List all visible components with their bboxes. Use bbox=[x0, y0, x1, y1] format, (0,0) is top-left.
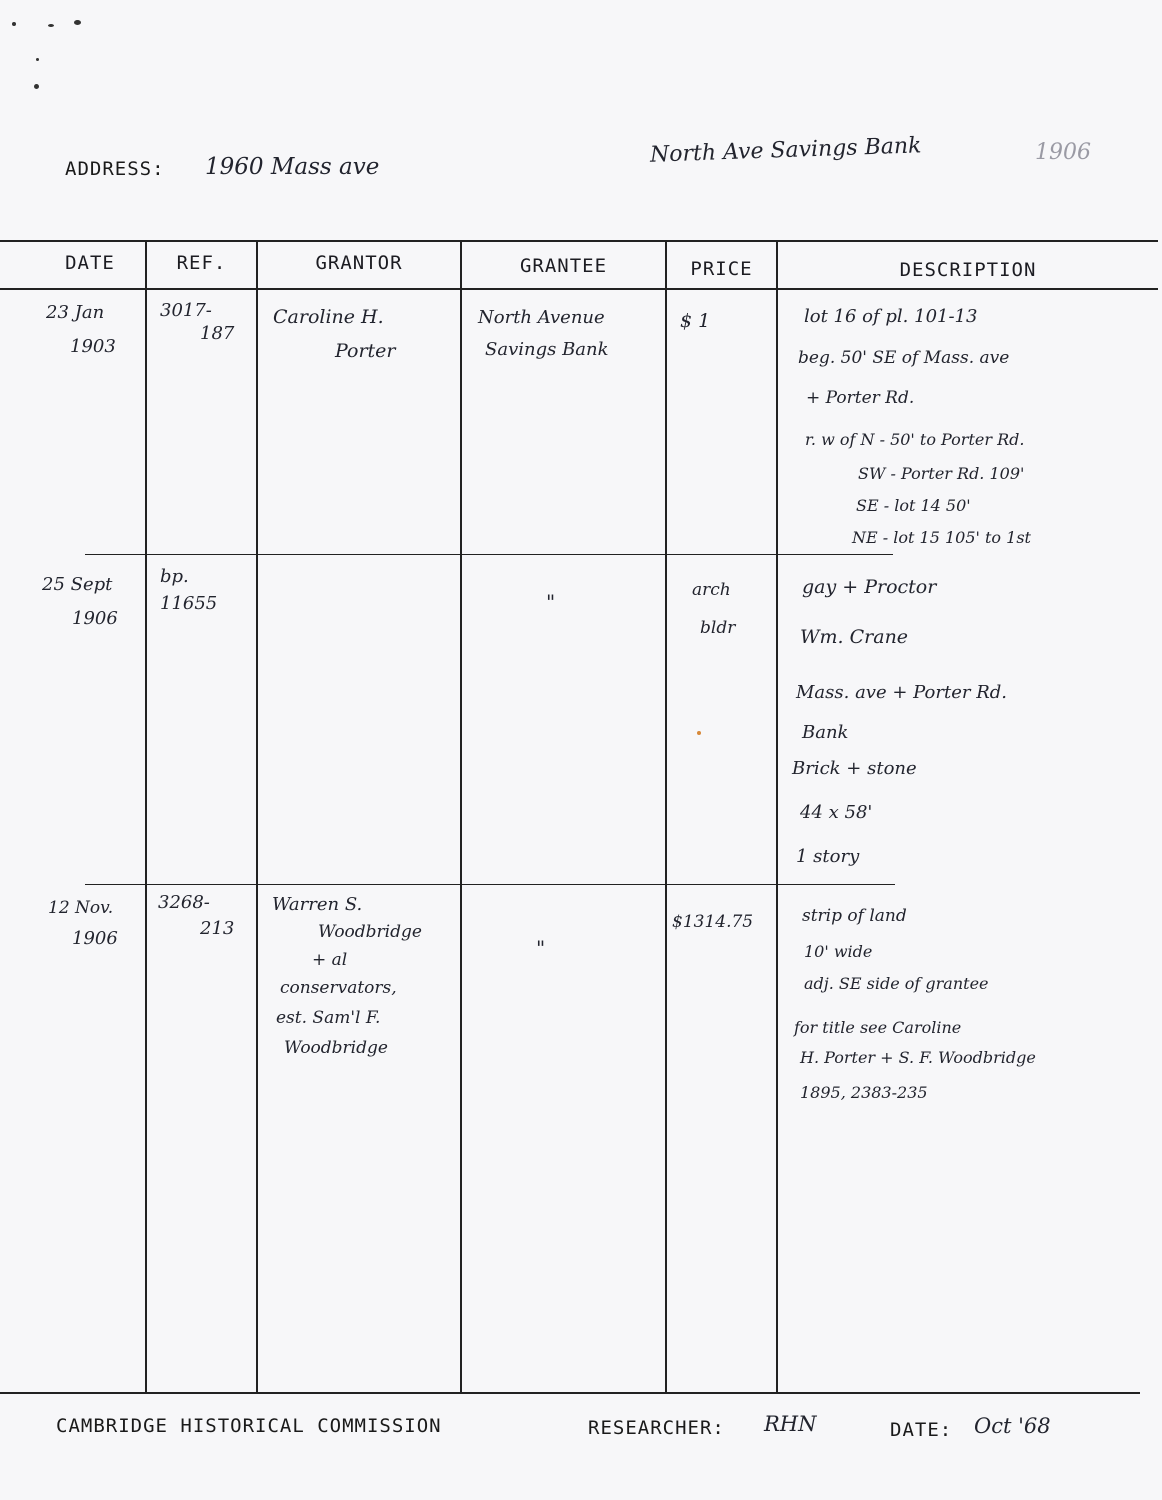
column-divider bbox=[256, 240, 258, 1392]
entry-grantee: " bbox=[536, 936, 546, 960]
entry-grantee: Savings Bank bbox=[485, 339, 609, 360]
entry-description: SE - lot 14 50' bbox=[856, 496, 971, 515]
entry-description: for title see Caroline bbox=[794, 1018, 962, 1037]
entry-ref: 11655 bbox=[160, 593, 218, 614]
researcher-label: RESEARCHER: bbox=[588, 1417, 725, 1439]
entry-description: 1 story bbox=[796, 846, 860, 867]
entry-date: 12 Nov. bbox=[48, 898, 114, 918]
entry-description: 1895, 2383-235 bbox=[800, 1083, 928, 1102]
footer-date-value: Oct '68 bbox=[974, 1414, 1051, 1438]
address-label: ADDRESS: bbox=[65, 158, 165, 180]
footer-date-label: DATE: bbox=[890, 1419, 953, 1441]
table-bottom-rule bbox=[0, 1392, 1140, 1394]
row-divider bbox=[85, 554, 893, 555]
entry-date: 1906 bbox=[72, 608, 118, 629]
corner-mark bbox=[36, 58, 39, 61]
entry-description: Bank bbox=[802, 722, 849, 743]
corner-mark bbox=[74, 20, 81, 25]
column-header-ref: REF. bbox=[176, 252, 227, 274]
column-divider bbox=[665, 240, 667, 1392]
column-header-description: DESCRIPTION bbox=[899, 259, 1037, 281]
entry-description: 44 x 58' bbox=[800, 802, 873, 823]
entry-description: 10' wide bbox=[804, 942, 873, 961]
entry-description: Mass. ave + Porter Rd. bbox=[796, 682, 1007, 703]
entry-grantor: Caroline H. bbox=[273, 306, 384, 328]
column-divider bbox=[145, 240, 147, 1392]
column-header-price: PRICE bbox=[690, 258, 753, 280]
row-divider bbox=[85, 884, 895, 885]
address-value: 1960 Mass ave bbox=[205, 154, 380, 180]
entry-description: lot 16 of pl. 101-13 bbox=[804, 306, 978, 327]
entry-grantor: conservators, bbox=[280, 978, 397, 998]
entry-description: + Porter Rd. bbox=[806, 388, 915, 408]
table-top-rule bbox=[0, 240, 1158, 242]
header-bottom-rule bbox=[0, 288, 1158, 290]
entry-description: H. Porter + S. F. Woodbridge bbox=[800, 1048, 1036, 1067]
entry-date: 1906 bbox=[72, 928, 118, 949]
entry-grantor: Porter bbox=[335, 340, 396, 362]
building-year: 1906 bbox=[1035, 140, 1091, 165]
entry-grantee: North Avenue bbox=[478, 307, 605, 328]
entry-date: 1903 bbox=[70, 336, 116, 357]
stain-mark bbox=[697, 731, 701, 735]
corner-mark bbox=[12, 22, 16, 26]
column-divider bbox=[460, 240, 462, 1392]
entry-description: SW - Porter Rd. 109' bbox=[858, 464, 1025, 483]
building-name: North Ave Savings Bank bbox=[649, 133, 922, 168]
corner-mark bbox=[48, 24, 54, 27]
column-header-grantee: GRANTEE bbox=[519, 255, 608, 277]
column-header-grantor: GRANTOR bbox=[315, 252, 403, 274]
researcher-value: RHN bbox=[764, 1412, 817, 1436]
column-header-date: DATE bbox=[65, 252, 115, 274]
entry-price: arch bbox=[692, 580, 731, 600]
entry-price: $ 1 bbox=[680, 310, 711, 332]
entry-ref: bp. bbox=[160, 566, 189, 587]
entry-price: $1314.75 bbox=[672, 912, 754, 932]
entry-grantor: Warren S. bbox=[272, 894, 363, 915]
footer-organization: CAMBRIDGE HISTORICAL COMMISSION bbox=[56, 1415, 442, 1437]
corner-mark bbox=[34, 84, 39, 89]
entry-description: gay + Proctor bbox=[802, 576, 937, 598]
entry-description: Brick + stone bbox=[792, 758, 917, 779]
entry-description: adj. SE side of grantee bbox=[804, 974, 989, 993]
entry-date: 25 Sept bbox=[42, 574, 113, 595]
entry-grantor: + al bbox=[312, 950, 348, 970]
entry-description: r. w of N - 50' to Porter Rd. bbox=[805, 430, 1025, 449]
entry-grantee: " bbox=[546, 590, 556, 614]
entry-ref: 213 bbox=[200, 918, 235, 939]
entry-price: bldr bbox=[700, 618, 736, 638]
entry-ref: 3268- bbox=[158, 892, 210, 913]
entry-description: strip of land bbox=[802, 906, 907, 926]
entry-description: Wm. Crane bbox=[800, 626, 909, 648]
entry-description: beg. 50' SE of Mass. ave bbox=[798, 348, 1010, 368]
entry-grantor: Woodbridge bbox=[318, 922, 422, 942]
entry-grantor: est. Sam'l F. bbox=[276, 1008, 381, 1028]
entry-description: NE - lot 15 105' to 1st bbox=[852, 528, 1031, 547]
entry-date: 23 Jan bbox=[46, 302, 105, 323]
entry-ref: 3017- bbox=[160, 300, 212, 321]
entry-ref: 187 bbox=[200, 323, 235, 344]
entry-grantor: Woodbridge bbox=[284, 1038, 388, 1058]
column-divider bbox=[776, 240, 778, 1392]
